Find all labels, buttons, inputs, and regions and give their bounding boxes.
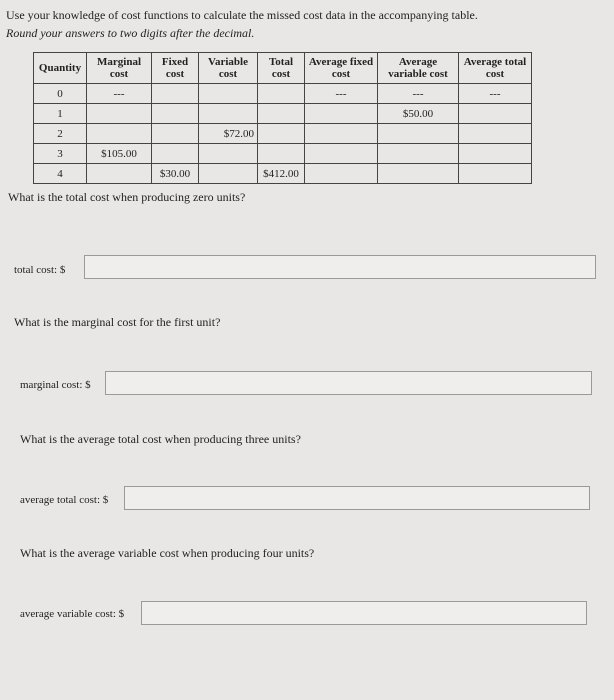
cell-average-variable-cost — [378, 124, 459, 144]
cell-average-variable-cost: --- — [378, 84, 459, 104]
cell-average-variable-cost — [378, 164, 459, 184]
cell-fixed-cost — [152, 84, 199, 104]
cell-average-fixed-cost — [305, 164, 378, 184]
cell-marginal-cost — [87, 164, 152, 184]
question-average-variable-cost: What is the average variable cost when producing four units? — [20, 546, 315, 560]
cell-average-fixed-cost: --- — [305, 84, 378, 104]
cost-table — [33, 52, 532, 184]
table-row — [34, 144, 532, 164]
header-fixed-cost: Fixed cost — [152, 53, 199, 84]
cell-marginal-cost — [87, 124, 152, 144]
cell-quantity: 1 — [34, 104, 87, 124]
cell-average-total-cost: --- — [459, 84, 532, 104]
header-variable-cost: Variable cost — [199, 53, 258, 84]
table-row — [34, 124, 532, 144]
table-header-row — [34, 53, 532, 84]
cell-quantity: 4 — [34, 164, 87, 184]
average-total-cost-label: average total cost: $ — [20, 494, 109, 506]
cell-fixed-cost — [152, 124, 199, 144]
header-total-cost: Total cost — [258, 53, 305, 84]
average-variable-cost-input[interactable] — [141, 601, 587, 625]
question-average-total-cost: What is the average total cost when producing three units? — [20, 432, 301, 446]
header-quantity: Quantity — [34, 53, 87, 84]
total-cost-input[interactable] — [84, 255, 596, 279]
table-row — [34, 104, 532, 124]
header-average-variable-cost: Average variable cost — [378, 53, 459, 84]
cell-average-variable-cost: $50.00 — [378, 104, 459, 124]
cell-marginal-cost: $105.00 — [87, 144, 152, 164]
cell-fixed-cost — [152, 144, 199, 164]
instructions — [6, 6, 478, 42]
cell-total-cost — [258, 144, 305, 164]
cell-marginal-cost — [87, 104, 152, 124]
cell-quantity: 2 — [34, 124, 87, 144]
marginal-cost-label: marginal cost: $ — [20, 379, 91, 391]
header-marginal-cost: Marginal cost — [87, 53, 152, 84]
cell-total-cost — [258, 124, 305, 144]
cell-average-fixed-cost — [305, 124, 378, 144]
cell-variable-cost — [199, 104, 258, 124]
cell-fixed-cost: $30.00 — [152, 164, 199, 184]
cell-quantity: 3 — [34, 144, 87, 164]
cell-variable-cost — [199, 164, 258, 184]
cell-total-cost — [258, 104, 305, 124]
total-cost-label: total cost: $ — [14, 264, 66, 276]
cell-variable-cost — [199, 144, 258, 164]
cell-average-total-cost — [459, 164, 532, 184]
cell-average-fixed-cost — [305, 104, 378, 124]
cell-variable-cost — [199, 84, 258, 104]
question-marginal-cost: What is the marginal cost for the first unit? — [14, 315, 221, 329]
header-average-total-cost: Average total cost — [459, 53, 532, 84]
table-row — [34, 84, 532, 104]
cell-marginal-cost: --- — [87, 84, 152, 104]
cell-average-total-cost — [459, 144, 532, 164]
cell-average-total-cost — [459, 124, 532, 144]
instructions-line-1: Use your knowledge of cost functions to calculate the missed cost data in the accompanying table. — [6, 8, 478, 22]
average-total-cost-input[interactable] — [124, 486, 590, 510]
table-row — [34, 164, 532, 184]
cell-total-cost: $412.00 — [258, 164, 305, 184]
instructions-line-2: Round your answers to two digits after the decimal. — [6, 26, 255, 40]
header-average-fixed-cost: Average fixed cost — [305, 53, 378, 84]
cell-fixed-cost — [152, 104, 199, 124]
cell-quantity: 0 — [34, 84, 87, 104]
cell-variable-cost: $72.00 — [199, 124, 258, 144]
cell-average-fixed-cost — [305, 144, 378, 164]
average-variable-cost-label: average variable cost: $ — [20, 608, 125, 620]
question-total-cost: What is the total cost when producing zero units? — [8, 190, 246, 204]
marginal-cost-input[interactable] — [105, 371, 592, 395]
cell-average-total-cost — [459, 104, 532, 124]
cell-total-cost — [258, 84, 305, 104]
cell-average-variable-cost — [378, 144, 459, 164]
